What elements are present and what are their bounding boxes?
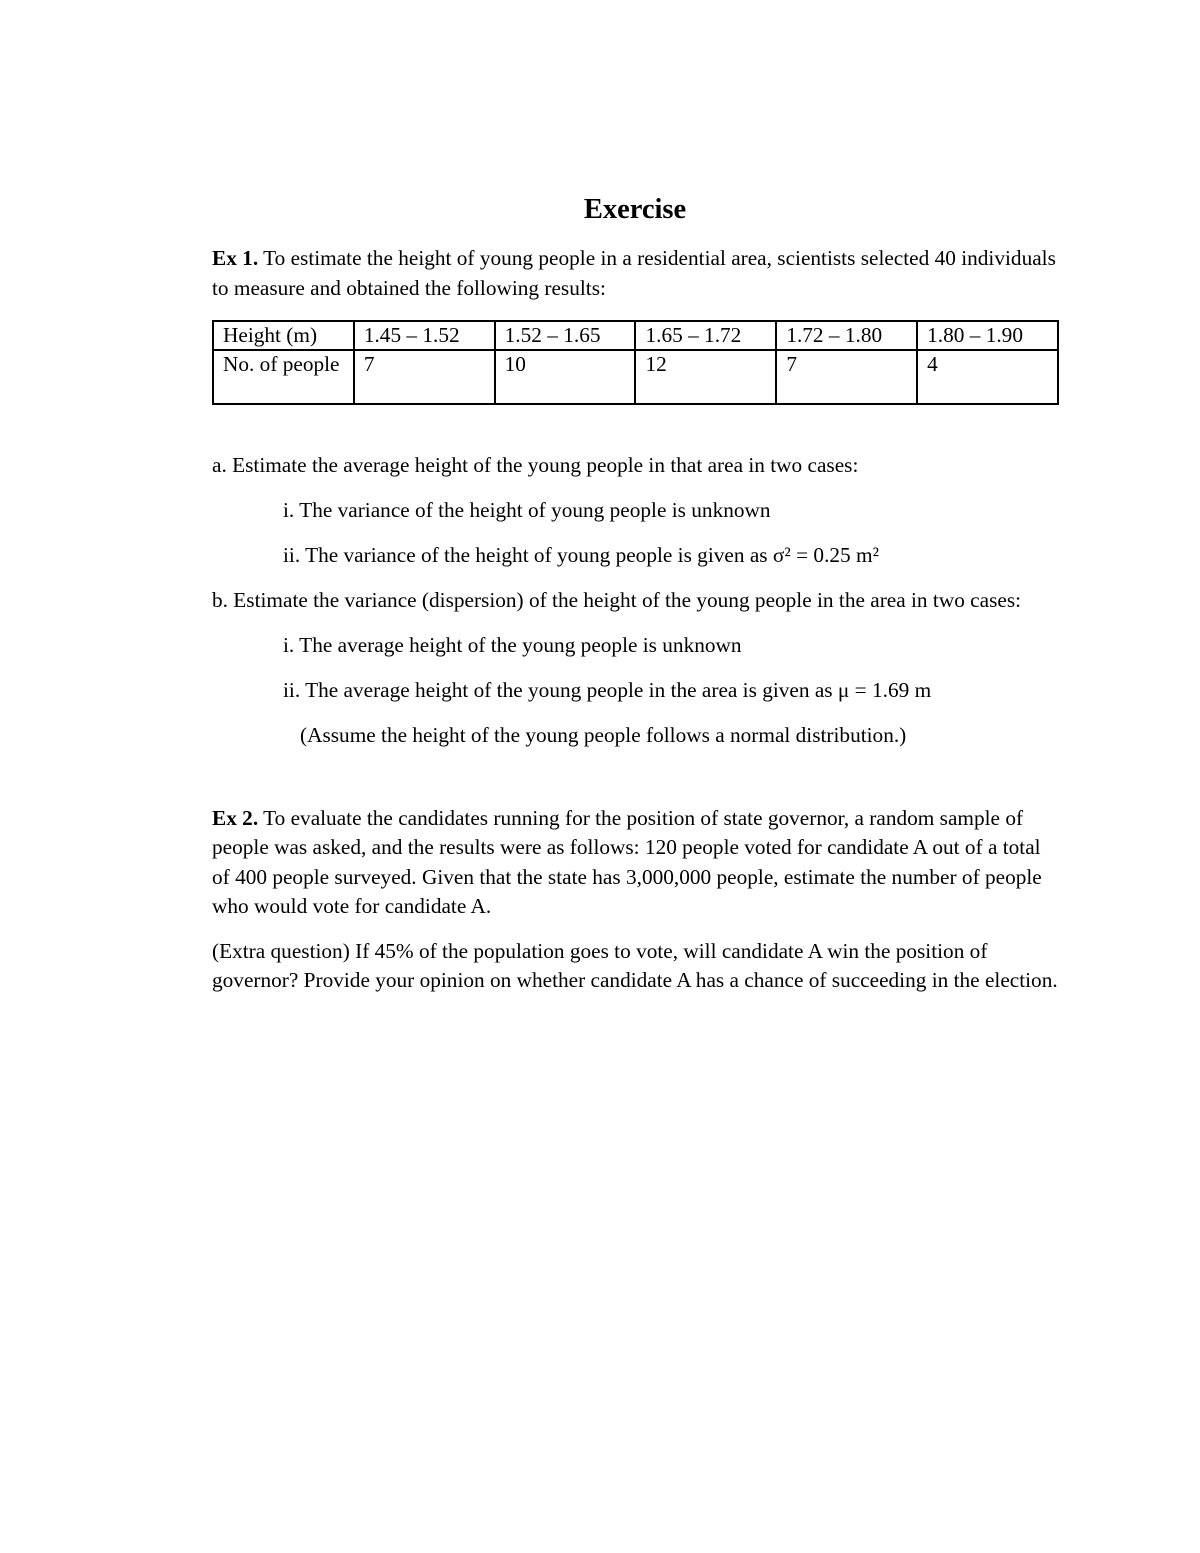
table-cell: 4: [917, 350, 1058, 404]
part-b-ii: ii. The average height of the young people in the area is given as μ = 1.69 m: [283, 678, 932, 702]
ex2-text: [212, 804, 1058, 922]
table-cell: 1.52 – 1.65: [495, 321, 636, 350]
table-cell: 1.72 – 1.80: [776, 321, 917, 350]
part-a: a. Estimate the average height of the young people in that area in two cases:: [212, 453, 859, 477]
part-b: b. Estimate the variance (dispersion) of the height of the young people in the area in two cases:: [212, 588, 1022, 612]
table-cell: 1.45 – 1.52: [354, 321, 495, 350]
page-title: Exercise: [583, 194, 687, 225]
height-table: [212, 320, 1059, 405]
ex2-label: Ex 2.: [212, 805, 259, 830]
table-cell: Height (m): [213, 321, 354, 350]
table-cell: 10: [495, 350, 636, 404]
table-row: [213, 321, 1058, 350]
table-cell: 1.80 – 1.90: [917, 321, 1058, 350]
table-cell: No. of people: [213, 350, 354, 404]
table-cell: 7: [354, 350, 495, 404]
table-cell: 12: [635, 350, 776, 404]
extra-question: (Extra question) If 45% of the population goes to vote, will candidate A win the position of governor? Provide your opinion on whether candidate A has a chance of succeeding in the election.: [212, 938, 1058, 992]
part-a-ii: ii. The variance of the height of young people is given as σ² = 0.25 m²: [283, 543, 879, 567]
normal-distribution-note: (Assume the height of the young people follows a normal distribution.): [300, 723, 907, 747]
part-a-i: i. The variance of the height of young people is unknown: [283, 498, 771, 522]
table-cell: 7: [776, 350, 917, 404]
ex2-body: To evaluate the candidates running for the position of state governor, a random sample of people was asked, and the results were as follows: 120 people voted for candidate A out of a total of 400 people surveyed. Given that the state has 3,000,000 people, estimate the number of people who would vote for candidate A.: [212, 805, 1042, 918]
ex1-intro-text: To estimate the height of young people in a residential area, scientists selected 40 individuals to measure and obtained the following results:: [212, 246, 1056, 300]
part-b-i: i. The average height of the young people is unknown: [283, 633, 742, 657]
table-row: [213, 350, 1058, 404]
ex1-label: Ex 1.: [212, 246, 259, 270]
table-cell: 1.65 – 1.72: [635, 321, 776, 350]
ex1-intro: [212, 244, 1058, 303]
document-page: [212, 190, 1058, 996]
